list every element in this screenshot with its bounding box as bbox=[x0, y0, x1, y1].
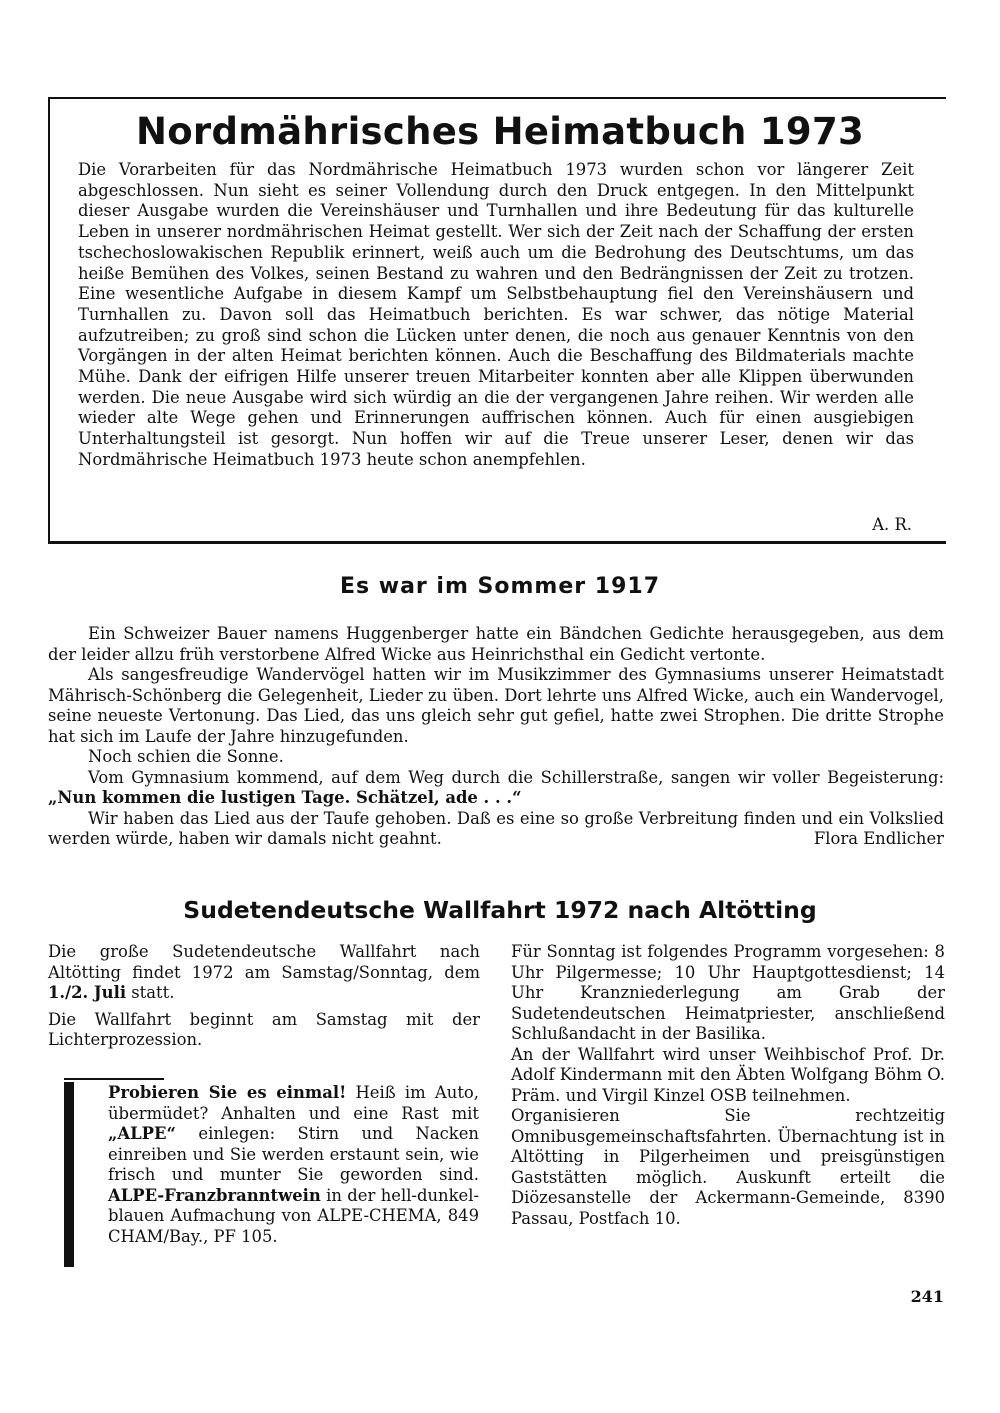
wallfahrt-left-column bbox=[48, 942, 480, 1057]
alpe-advertisement bbox=[108, 1083, 479, 1247]
ad-product: ALPE-Franzbranntwein bbox=[108, 1185, 321, 1205]
sommer-paragraph bbox=[48, 809, 944, 850]
ad-side-bar bbox=[64, 1082, 74, 1267]
page-number: 241 bbox=[910, 1287, 944, 1306]
heimatbuch-signature: A. R. bbox=[872, 515, 912, 534]
wallfahrt-title: Sudetendeutsche Wallfahrt 1972 nach Altötting bbox=[183, 896, 817, 924]
heimatbuch-text: Die Vorarbeiten für das Nordmährische Heimatbuch 1973 wurden schon vor längerer Zeit abgeschlossen. Nun sieht es seiner Vollendung durch den Druck entgegen. In den Mittelpunkt dieser Ausgabe wurden die Vereinshäuser und Turnhallen und ihre Bedeutung für das kulturelle Leben in unserer nordmährischen Heimat gestellt. Wer sich der Zeit nach der Schaffung der ersten tschechoslowakischen Republik erinnert, weiß auch um die Bedrohung des Deutschtums, um das heiße Bemühen des Volkes, seinen Bestand zu wahren und den Bedrängnissen der Zeit zu trotzen. Eine wesentliche Aufgabe in diesem Kampf um Selbstbehauptung fiel den Vereinshäusern und Turnhallen zu. Davon soll das Heimatbuch berichten. Es war schwer, das nötige Material aufzutreiben; zu groß sind schon die Lücken unter denen, die noch aus genauer Kenntnis von den Vorgängen in der alten Heimat berichten können. Auch die Beschaffung des Bildmaterials machte Mühe. Dank der eifrigen Hilfe unserer treuen Mitarbeiter konnten aber alle Klippen überwunden werden. Die neue Ausgabe wird sich würdig an die der vergangenen Jahre reihen. Wir werden alle wieder alte Wege gehen und Erinnerungen auffrischen können. Auch für einen ausgiebigen Unterhaltungsteil ist gesorgt. Nun hoffen wir auf die Treue unserer Leser, denen wir das Nordmährische Heimatbuch 1973 heute schon anempfehlen. bbox=[78, 160, 914, 469]
sommer-p5-text: Wir haben das Lied aus der Taufe gehoben. Daß es eine so große Verbreitung finden und ein Volkslied werden würde, haben wir damals nicht geahnt. bbox=[48, 808, 944, 848]
sommer-p4-text: Vom Gymnasium kommend, auf dem Weg durch die Schillerstraße, sangen wir voller Begeisterung: bbox=[88, 767, 944, 787]
wallfahrt-paragraph bbox=[48, 942, 480, 1004]
sommer-author: Flora Endlicher bbox=[813, 829, 944, 848]
ad-top-rule bbox=[64, 1078, 164, 1080]
wallfahrt-paragraph: Organisieren Sie rechtzeitig Omnibusgemeinschaftsfahrten. Übernachtung ist in Altötting in Pilgerheimen und preisgünstigen Gaststätten möglich. Auskunft erteilt die Diözesanstelle der Ackermann-Gemeinde, 8390 Passau, Postfach 10. bbox=[511, 1106, 945, 1228]
sommer-paragraph: Ein Schweizer Bauer namens Huggenberger hatte ein Bändchen Gedichte herausgegeben, aus dem der leider allzu früh verstorbene Alfred Wicke aus Heinrichsthal ein Gedicht vertonte. bbox=[48, 624, 944, 664]
ad-text-1: Heiß im Auto, übermüdet? Anhalten und eine Rast mit bbox=[108, 1083, 479, 1123]
wallfahrt-paragraph: Die Wallfahrt beginnt am Samstag mit der Lichterprozession. bbox=[48, 1009, 480, 1049]
sommer-paragraph bbox=[48, 768, 944, 809]
ad-headline: Probieren Sie es einmal! bbox=[108, 1083, 347, 1102]
ad-text-3: in der hell-dunkel-blauen Aufmachung von ALPE-CHEMA, 849 CHAM/Bay., PF 105. bbox=[108, 1185, 479, 1246]
sommer-paragraph: Als sangesfreudige Wandervögel hatten wir im Musikzimmer des Gymnasiums unserer Heimatstadt Mährisch-Schönberg die Gelegenheit, Lieder zu üben. Dort lehrte uns Alfred Wicke, auch ein Wandervogel, seine neueste Vertonung. Das Lied, das uns gleich sehr gut gefiel, hatte zwei Strophen. Die dritte Strophe hat sich im Laufe der Jahre hinzugefunden. bbox=[48, 665, 944, 746]
wallfahrt-p1-start: Die große Sudetendeutsche Wallfahrt nach Altötting findet 1972 am Samstag/Sonntag, dem bbox=[48, 942, 480, 982]
heimatbuch-title: Nordmährisches Heimatbuch 1973 bbox=[135, 110, 865, 153]
wallfahrt-right-column bbox=[511, 942, 945, 1229]
sommer-article bbox=[48, 624, 944, 850]
sommer-title: Es war im Sommer 1917 bbox=[339, 574, 661, 599]
wallfahrt-p1-end: statt. bbox=[126, 983, 175, 1002]
ad-text-2: einlegen: Stirn und Nacken einreiben und Sie werden erstaunt sein, wie frisch und munter Sie geworden sind. bbox=[108, 1124, 479, 1184]
song-quote: „Nun kommen die lustigen Tage. Schätzel, ade . . .“ bbox=[48, 788, 522, 807]
wallfahrt-paragraph: Für Sonntag ist folgendes Programm vorgesehen: 8 Uhr Pilgermesse; 10 Uhr Hauptgottesdienst; 14 Uhr Kranzniederlegung am Grab der Sudetendeutschen Heimatpriester, anschließend Schlußandacht in der Basilika. bbox=[511, 942, 945, 1043]
wallfahrt-date: 1./2. Juli bbox=[48, 983, 127, 1002]
wallfahrt-paragraph: An der Wallfahrt wird unser Weihbischof Prof. Dr. Adolf Kindermann mit den Äbten Wolfgang Böhm O. Präm. und Virgil Kinzel OSB teilnehmen. bbox=[511, 1044, 945, 1105]
sommer-paragraph: Noch schien die Sonne. bbox=[88, 747, 284, 766]
ad-brand: „ALPE“ bbox=[108, 1124, 176, 1143]
